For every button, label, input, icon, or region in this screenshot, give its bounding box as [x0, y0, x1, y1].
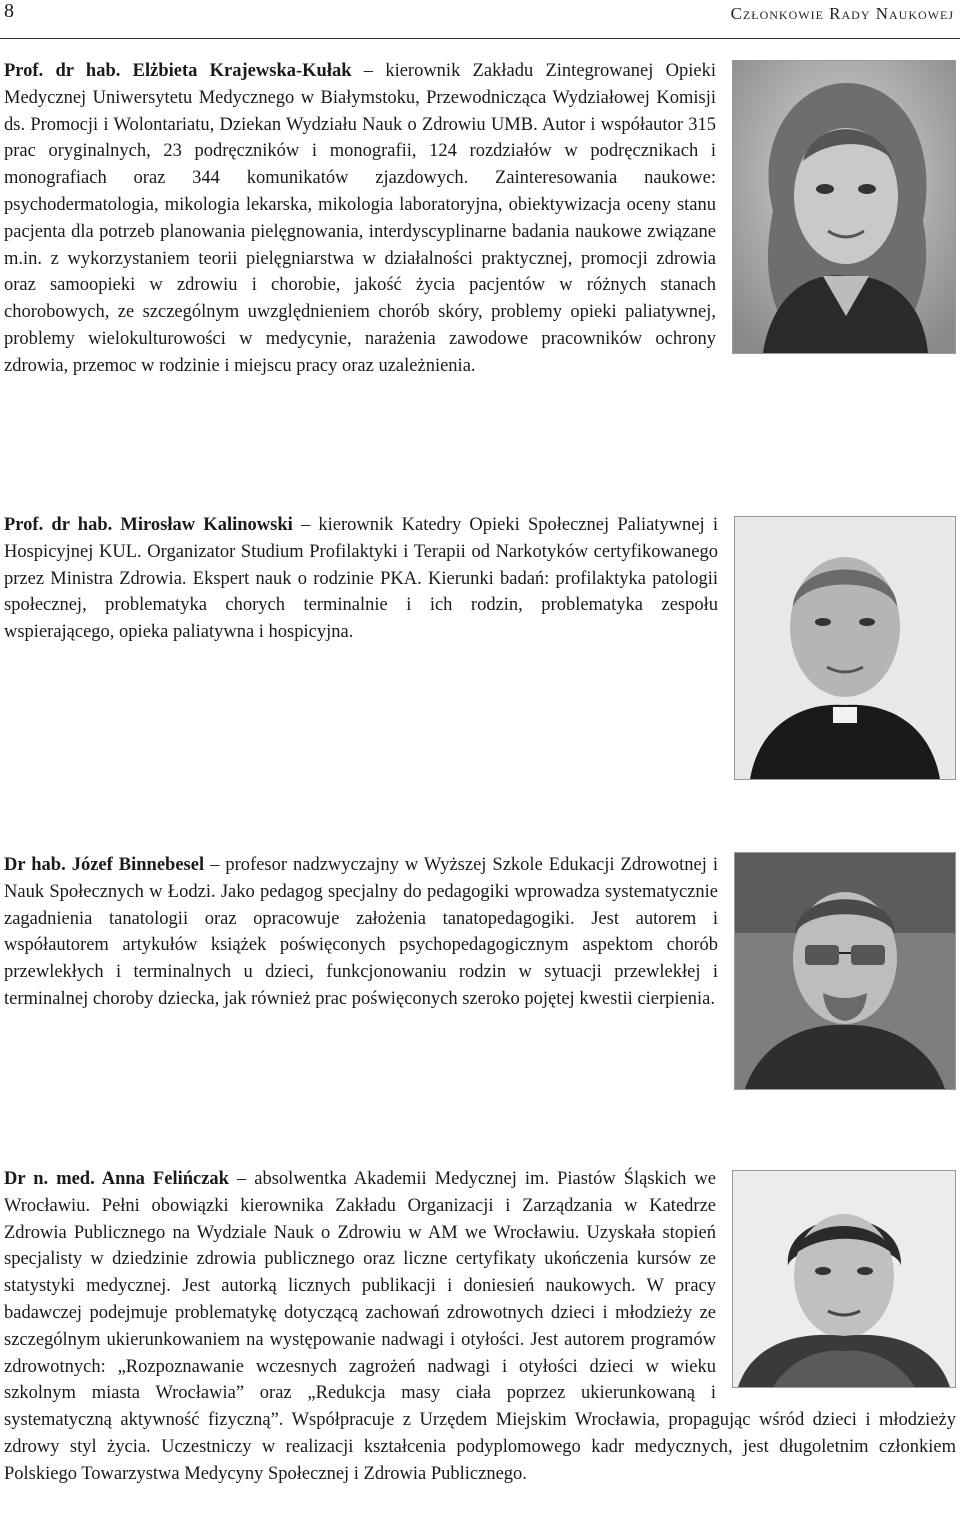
- header-divider: [0, 38, 960, 39]
- member-name: Prof. dr hab. Elżbieta Krajewska-Kułak: [4, 61, 352, 81]
- running-title: Członkowie Rady Naukowej: [730, 4, 954, 23]
- page-number: 8: [4, 0, 14, 22]
- member-photo: [732, 60, 956, 354]
- member-photo: [734, 852, 956, 1090]
- member-name: Prof. dr hab. Mirosław Kalinowski: [4, 515, 293, 535]
- member-name: Dr hab. Józef Binnebesel: [4, 855, 205, 875]
- member-description: – kierownik Katedry Opieki Społecznej Paliatywnej i Hospicyjnej KUL. Organizator Studium Profilaktyki i Terapii od Narkotyków certyfikowanego przez Ministra Zdrowia. Ekspert nauk o rodzinie PKA. Kierunki badań: profilaktyka patologii społecznej, problematyka chorych terminalnie i ich rodzin, problematyka zespołu wspierającego, opieka paliatywna i hospicyjna.: [4, 515, 718, 643]
- member-photo: [732, 1170, 956, 1388]
- member-description: – kierownik Zakładu Zintegrowanej Opieki Medycznej Uniwersytetu Medycznego w Białymstoku, Przewodnicząca Wydziałowej Komisji ds. Promocji i Wolontariatu, Dziekan Wydziału Nauk o Zdrowiu UMB. Autor i współautor 315 prac oryginalnych, 23 podręczników i monografii, 124 rozdziałów w podręcznikach i monografiach oraz 344 komunikatów zjazdowych. Zainteresowania naukowe: psychodermatologia, mikologia lekarska, mikologia laboratoryjna, obiektywizacja oceny stanu pacjenta dla potrzeb planowania pielęgnowania, interdyscyplinarne badania naukowe związane m.in. z wykorzystaniem teorii pielęgniarstwa w działalności praktycznej, promocji zdrowia oraz samoopieki w zdrowiu i chorobie, jakość życia pacjentów w różnych stanach chorobowych, ze szczególnym uwzględnieniem chorób skóry, problemy opieki paliatywnej, problemy wielokulturowości w medycynie, narażenia zawodowe pracowników ochrony zdrowia, przemoc w rodzinie i miejscu pracy oraz uzależnienia.: [4, 61, 716, 376]
- member-bio: [4, 852, 956, 1092]
- member-description: – absolwentka Akademii Medycznej im. Piastów Śląskich we Wrocławiu. Pełni obowiązki kierownika Zakładu Organizacji i Zarządzania w Katedrze Zdrowia Publicznego na Wydziale Nauk o Zdrowiu w AM we Wrocławiu. Uzyskała stopień specjalisty w dziedzinie zdrowia publicznego oraz liczne certyfikaty ukończenia kursów ze statystyki medycznej. Jest autorką licznych publikacji i doniesień naukowych. W pracy badawczej podejmuje problematykę dotyczącą zachowań zdrowotnych dzieci i młodzieży ze szczególnym ukierunkowaniem na występowanie nadwagi i otyłości. Jest autorem programów zdrowotnych: „Rozpoznawanie wczesnych zagrożeń nadwagi i otyłości dzieci w wieku szkolnym miasta Wrocławia” oraz „Redukcja masy ciała poprzez ukierunkowaną i systematyczną aktywność fizyczną”. Współpracuje z Urzędem Miejskim Wrocławia, propagując wśród dzieci i młodzieży zdrowy styl życia. Uczestniczy w realizacji kształcenia podyplomowego kadr medycznych, jest długoletnim członkiem Polskiego Towarzystwa Medycyny Społecznej i Zdrowia Publicznego.: [4, 1169, 956, 1484]
- member-bio: [4, 512, 956, 782]
- member-description: – profesor nadzwyczajny w Wyższej Szkole Edukacji Zdrowotnej i Nauk Społecznych w Łodzi. Jako pedagog specjalny do pedagogiki wprowadza systematycznie zagadnienia tanatologii oraz opracowuje założenia tanatopedagogiki. Jest autorem i współautorem artykułów książek poświęconych psychopedagogicznym aspektom chorób przewlekłych i terminalnych u dzieci, funkcjonowaniu rodzin w sytuacji przewlekłej i terminalnej choroby dziecka, jak również prac poświęconych szeroko pojętej kwestii cierpienia.: [4, 855, 718, 1009]
- member-name: Dr n. med. Anna Felińczak: [4, 1169, 229, 1189]
- member-bio: [4, 58, 956, 380]
- member-photo: [734, 516, 956, 780]
- member-bio: [4, 1166, 956, 1488]
- page-header: [0, 0, 960, 42]
